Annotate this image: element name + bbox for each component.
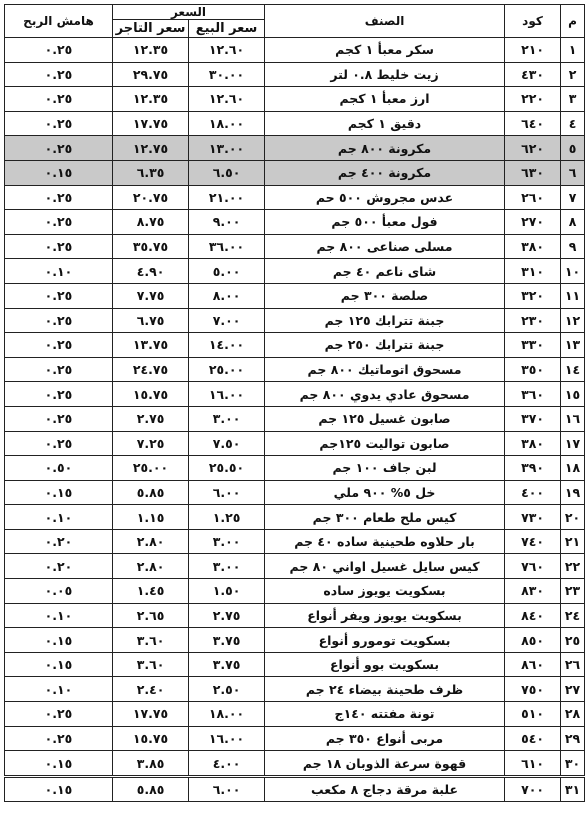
table-row [5,529,585,554]
code-cell: ٧٠٠ [505,776,561,802]
profit-margin-cell: ٠.٢٥ [5,382,113,407]
table-row [5,702,585,727]
table-row [5,652,585,677]
row-number-cell: ١٤ [561,357,585,382]
sale-price-cell: ٣٠.٠٠ [189,62,265,87]
code-cell: ٨٣٠ [505,579,561,604]
trader-price-cell: ٢.٧٥ [113,406,189,431]
row-number-cell: ٢٠ [561,505,585,530]
table-row [5,751,585,777]
profit-margin-cell: ٠.٢٥ [5,726,113,751]
profit-margin-cell: ٠.١٠ [5,259,113,284]
table-row [5,136,585,161]
sale-price-cell: ٩.٠٠ [189,210,265,235]
row-number-cell: ٣ [561,87,585,112]
item-name-cell: مسلى صناعى ٨٠٠ جم [265,234,505,259]
profit-margin-cell: ٠.٢٥ [5,185,113,210]
row-number-cell: ٩ [561,234,585,259]
trader-price-cell: ١٧.٧٥ [113,702,189,727]
row-number-cell: ٥ [561,136,585,161]
trader-price-cell: ١.١٥ [113,505,189,530]
table-row [5,357,585,382]
trader-price-cell: ٢٤.٧٥ [113,357,189,382]
trader-price-cell: ٦.٣٥ [113,160,189,185]
trader-price-cell: ١٣.٧٥ [113,333,189,358]
table-row [5,456,585,481]
row-number-cell: ٨ [561,210,585,235]
row-number-cell: ٢٦ [561,652,585,677]
row-number-cell: ٣٠ [561,751,585,777]
trader-price-cell: ٥.٨٥ [113,480,189,505]
profit-margin-cell: ٠.٢٠ [5,554,113,579]
sale-price-cell: ٣.٠٠ [189,406,265,431]
sale-price-cell: ٦.٥٠ [189,160,265,185]
item-name-cell: بسكويت بوو أنواع [265,652,505,677]
code-cell: ٧٦٠ [505,554,561,579]
sale-price-cell: ٧.٠٠ [189,308,265,333]
table-row [5,185,585,210]
item-header: الصنف [265,5,505,38]
trader-price-cell: ٣٥.٧٥ [113,234,189,259]
code-cell: ٥١٠ [505,702,561,727]
row-number-cell: ٤ [561,111,585,136]
profit-margin-cell: ٠.١٥ [5,776,113,802]
trader-price-cell: ٨.٧٥ [113,210,189,235]
row-number-cell: ٦ [561,160,585,185]
trader-price-cell: ٣.٦٠ [113,628,189,653]
sale-price-cell: ٥.٠٠ [189,259,265,284]
row-number-header: م [561,5,585,38]
table-row [5,234,585,259]
profit-margin-cell: ٠.٥٠ [5,456,113,481]
code-cell: ٢٦٠ [505,185,561,210]
code-cell: ٤٣٠ [505,62,561,87]
profit-margin-cell: ٠.٢٥ [5,333,113,358]
table-row [5,431,585,456]
item-name-cell: مربى أنواع ٣٥٠ جم [265,726,505,751]
row-number-cell: ١٥ [561,382,585,407]
table-row [5,776,585,802]
table-row [5,210,585,235]
item-name-cell: صابون غسيل ١٢٥ جم [265,406,505,431]
item-name-cell: خل ٥% ٩٠٠ ملي [265,480,505,505]
trader-price-cell: ٢.٨٠ [113,529,189,554]
profit-margin-cell: ٠.٢٥ [5,234,113,259]
table-row [5,111,585,136]
trader-price-cell: ٢٥.٠٠ [113,456,189,481]
row-number-cell: ٢ [561,62,585,87]
sale-price-cell: ٧.٥٠ [189,431,265,456]
trader-price-header: سعر التاجر [113,20,189,38]
table-row [5,579,585,604]
profit-margin-cell: ٠.١٥ [5,628,113,653]
item-name-cell: صلصة ٣٠٠ جم [265,283,505,308]
table-row [5,87,585,112]
trader-price-cell: ١٢.٣٥ [113,87,189,112]
sale-price-cell: ١٢.٦٠ [189,38,265,63]
code-cell: ٦٢٠ [505,136,561,161]
item-name-cell: مسحوق عادي يدوي ٨٠٠ جم [265,382,505,407]
code-cell: ٣٣٠ [505,333,561,358]
code-cell: ٣٦٠ [505,382,561,407]
code-cell: ٤٠٠ [505,480,561,505]
trader-price-cell: ١.٤٥ [113,579,189,604]
item-name-cell: بسكويت يويوز ويفر أنواع [265,603,505,628]
row-number-cell: ٢٥ [561,628,585,653]
table-row [5,160,585,185]
price-group-header: السعر [113,5,265,20]
profit-margin-cell: ٠.٢٥ [5,702,113,727]
row-number-cell: ٢٤ [561,603,585,628]
profit-margin-cell: ٠.١٠ [5,505,113,530]
code-cell: ٨٤٠ [505,603,561,628]
trader-price-cell: ١٥.٧٥ [113,726,189,751]
code-cell: ٢٢٠ [505,87,561,112]
code-cell: ٣٨٠ [505,234,561,259]
profit-margin-header: هامش الربح [5,5,113,38]
trader-price-cell: ٢٠.٧٥ [113,185,189,210]
sale-price-cell: ٨.٠٠ [189,283,265,308]
table-row [5,480,585,505]
table-row [5,38,585,63]
sale-price-cell: ١٨.٠٠ [189,111,265,136]
item-name-cell: كيس ملح طعام ٣٠٠ جم [265,505,505,530]
profit-margin-cell: ٠.٢٥ [5,87,113,112]
profit-margin-cell: ٠.٢٠ [5,529,113,554]
profit-margin-cell: ٠.١٥ [5,751,113,777]
profit-margin-cell: ٠.٢٥ [5,62,113,87]
sale-price-cell: ١٦.٠٠ [189,382,265,407]
code-cell: ٢١٠ [505,38,561,63]
price-list-body [5,38,585,802]
row-number-cell: ١ [561,38,585,63]
profit-margin-cell: ٠.٢٥ [5,357,113,382]
table-row [5,603,585,628]
code-cell: ٣٩٠ [505,456,561,481]
table-row [5,382,585,407]
sale-price-cell: ١.٢٥ [189,505,265,530]
row-number-cell: ٢٩ [561,726,585,751]
code-cell: ٣٨٠ [505,431,561,456]
code-cell: ٢٣٠ [505,308,561,333]
item-name-cell: علبة مرقة دجاج ٨ مكعب [265,776,505,802]
item-name-cell: لبن جاف ١٠٠ جم [265,456,505,481]
sale-price-cell: ٦.٠٠ [189,776,265,802]
item-name-cell: دقيق ١ كجم [265,111,505,136]
item-name-cell: صابون تواليت ١٢٥جم [265,431,505,456]
item-name-cell: شاى ناعم ٤٠ جم [265,259,505,284]
code-cell: ٨٥٠ [505,628,561,653]
table-row [5,308,585,333]
trader-price-cell: ٢.٤٠ [113,677,189,702]
sale-price-cell: ٢.٥٠ [189,677,265,702]
profit-margin-cell: ٠.٢٥ [5,406,113,431]
sale-price-cell: ٦.٠٠ [189,480,265,505]
code-cell: ٦٤٠ [505,111,561,136]
code-cell: ٦٣٠ [505,160,561,185]
row-number-cell: ١١ [561,283,585,308]
sale-price-cell: ٢٥.٥٠ [189,456,265,481]
table-row [5,628,585,653]
trader-price-cell: ١٢.٧٥ [113,136,189,161]
code-cell: ٦١٠ [505,751,561,777]
table-row [5,283,585,308]
profit-margin-cell: ٠.١٠ [5,677,113,702]
item-name-cell: بار حلاوه طحينية ساده ٤٠ جم [265,529,505,554]
table-row [5,677,585,702]
code-cell: ٥٤٠ [505,726,561,751]
item-name-cell: ارز معبأ ١ كجم [265,87,505,112]
trader-price-cell: ٣.٨٥ [113,751,189,777]
table-row [5,62,585,87]
row-number-cell: ٢١ [561,529,585,554]
table-row [5,333,585,358]
sale-price-cell: ١٤.٠٠ [189,333,265,358]
row-number-cell: ١٣ [561,333,585,358]
profit-margin-cell: ٠.١٠ [5,603,113,628]
trader-price-cell: ٥.٨٥ [113,776,189,802]
sale-price-cell: ١٦.٠٠ [189,726,265,751]
sale-price-cell: ٣.٠٠ [189,554,265,579]
trader-price-cell: ٤.٩٠ [113,259,189,284]
item-name-cell: عدس مجروش ٥٠٠ حم [265,185,505,210]
profit-margin-cell: ٠.٢٥ [5,136,113,161]
sale-price-cell: ١٨.٠٠ [189,702,265,727]
code-cell: ٣١٠ [505,259,561,284]
sale-price-cell: ٢.٧٥ [189,603,265,628]
row-number-cell: ٧ [561,185,585,210]
sale-price-cell: ٣.٧٥ [189,628,265,653]
sale-price-cell: ١٣.٠٠ [189,136,265,161]
profit-margin-cell: ٠.٢٥ [5,431,113,456]
row-number-cell: ١٠ [561,259,585,284]
trader-price-cell: ١٧.٧٥ [113,111,189,136]
trader-price-cell: ٦.٧٥ [113,308,189,333]
item-name-cell: مكرونة ٨٠٠ جم [265,136,505,161]
sale-price-cell: ٣.٠٠ [189,529,265,554]
trader-price-cell: ٢.٨٠ [113,554,189,579]
code-cell: ٣٥٠ [505,357,561,382]
code-cell: ٢٧٠ [505,210,561,235]
sale-price-cell: ٤.٠٠ [189,751,265,777]
sale-price-header: سعر البيع [189,20,265,38]
code-cell: ٣٧٠ [505,406,561,431]
profit-margin-cell: ٠.٢٥ [5,308,113,333]
item-name-cell: سكر معبأ ١ كجم [265,38,505,63]
row-number-cell: ٢٨ [561,702,585,727]
sale-price-cell: ١٢.٦٠ [189,87,265,112]
table-row [5,259,585,284]
row-number-cell: ٣١ [561,776,585,802]
row-number-cell: ٢٣ [561,579,585,604]
row-number-cell: ٢٢ [561,554,585,579]
profit-margin-cell: ٠.٢٥ [5,111,113,136]
table-row [5,406,585,431]
profit-margin-cell: ٠.١٥ [5,652,113,677]
trader-price-cell: ١٢.٣٥ [113,38,189,63]
sale-price-cell: ١.٥٠ [189,579,265,604]
sale-price-cell: ٢٥.٠٠ [189,357,265,382]
row-number-cell: ١٦ [561,406,585,431]
sale-price-cell: ٢١.٠٠ [189,185,265,210]
trader-price-cell: ٣.٦٠ [113,652,189,677]
item-name-cell: بسكويت يويوز ساده [265,579,505,604]
table-row [5,554,585,579]
item-name-cell: كيس سايل غسيل اواني ٨٠ جم [265,554,505,579]
item-name-cell: جبنة تترابك ٢٥٠ جم [265,333,505,358]
item-name-cell: تونة مفتته ١٤٠ج [265,702,505,727]
row-number-cell: ٢٧ [561,677,585,702]
trader-price-cell: ٧.٢٥ [113,431,189,456]
table-row [5,505,585,530]
row-number-cell: ١٨ [561,456,585,481]
profit-margin-cell: ٠.١٥ [5,480,113,505]
item-name-cell: ظرف طحينة بيضاء ٢٤ جم [265,677,505,702]
trader-price-cell: ٢.٦٥ [113,603,189,628]
profit-margin-cell: ٠.٢٥ [5,38,113,63]
item-name-cell: قهوة سرعة الذوبان ١٨ جم [265,751,505,777]
profit-margin-cell: ٠.١٥ [5,160,113,185]
trader-price-cell: ٧.٧٥ [113,283,189,308]
item-name-cell: مسحوق اتوماتيك ٨٠٠ جم [265,357,505,382]
item-name-cell: بسكويت تومورو أنواع [265,628,505,653]
code-cell: ٧٤٠ [505,529,561,554]
code-cell: ٧٥٠ [505,677,561,702]
sale-price-cell: ٣.٧٥ [189,652,265,677]
profit-margin-cell: ٠.٠٥ [5,579,113,604]
trader-price-cell: ٢٩.٧٥ [113,62,189,87]
code-header: كود [505,5,561,38]
trader-price-cell: ١٥.٧٥ [113,382,189,407]
item-name-cell: مكرونة ٤٠٠ جم [265,160,505,185]
row-number-cell: ١٧ [561,431,585,456]
item-name-cell: فول معبأ ٥٠٠ جم [265,210,505,235]
sale-price-cell: ٣٦.٠٠ [189,234,265,259]
code-cell: ٨٦٠ [505,652,561,677]
profit-margin-cell: ٠.٢٥ [5,210,113,235]
row-number-cell: ١٩ [561,480,585,505]
row-number-cell: ١٢ [561,308,585,333]
item-name-cell: جبنة تترابك ١٢٥ جم [265,308,505,333]
price-list-table [4,4,585,802]
code-cell: ٧٣٠ [505,505,561,530]
item-name-cell: زيت خليط ٠.٨ لتر [265,62,505,87]
table-row [5,726,585,751]
profit-margin-cell: ٠.٢٥ [5,283,113,308]
code-cell: ٣٢٠ [505,283,561,308]
